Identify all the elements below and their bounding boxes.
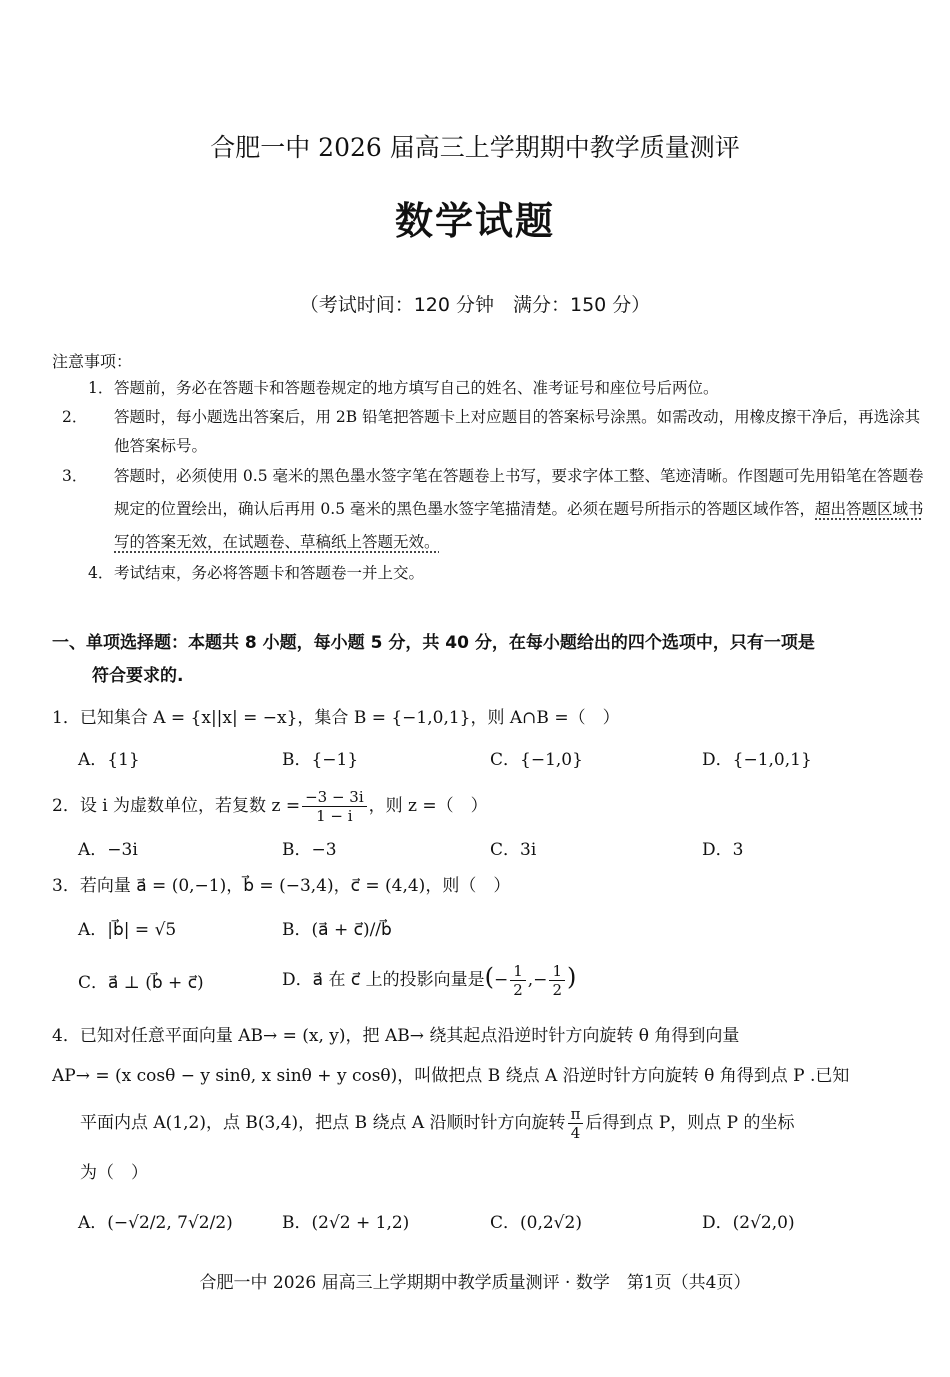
question-4-line-1: 4．已知对任意平面向量 AB→ = (x, y)，把 AB→ 绕其起点沿逆时针方向旋转 θ 角得到向量 [52, 1026, 740, 1046]
note-number: 3． [62, 467, 88, 485]
note-emphasis: 超出答题区域书写的答案无效，在试题卷、草稿纸上答题无效。 [114, 500, 924, 551]
note-item-4 [88, 559, 900, 588]
q2-fraction-numerator: −3 − 3i [302, 788, 367, 807]
q3-option-a: A．|b⃗| = √5 [78, 920, 177, 940]
section-line-2: 符合要求的. [92, 666, 184, 686]
q3-d-fraction-2-den: 2 [552, 981, 562, 999]
q2-option-b: B．−3 [282, 840, 337, 860]
question-1-stem: 1．已知集合 A = {x||x| = −x}，集合 B = {−1,0,1}，则 A∩B =（ ） [52, 708, 620, 728]
exam-meta: （考试时间：120 分钟 满分：150 分） [299, 294, 651, 316]
note-text: 答题时，每小题选出答案后，用 2B 铅笔把答题卡上对应题目的答案标号涂黑。如需改动，用橡皮擦干净后，再选涂其他答案标号。 [114, 408, 921, 455]
question-4-line-4: 为（ ） [80, 1163, 148, 1183]
q4-option-a: A．(−√2/2, 7√2/2) [78, 1213, 233, 1233]
page-footer: 合肥一中 2026 届高三上学期期中教学质量测评 · 数学 第1页（共4页） [199, 1273, 751, 1293]
note-number: 4． [88, 564, 114, 582]
q3-option-b: B．(a⃗ + c⃗)//b⃗ [282, 920, 392, 940]
question-2-stem [52, 788, 912, 825]
q4-line3-pre: 平面内点 A(1,2)，点 B(3,4)，把点 B 绕点 A 沿顺时针方向旋转 [80, 1113, 566, 1133]
note-number: 1． [88, 379, 114, 397]
q4-fraction [568, 1105, 584, 1142]
q1-option-b: B．{−1} [282, 750, 359, 770]
section-heading [52, 627, 902, 693]
q2-option-a: A．−3i [78, 840, 138, 860]
q3-option-d: D．a⃗ 在 c⃗ 上的投影向量是(− $\frac{1}{2}$ ,− $\frac{1}{2}$ ) [282, 962, 577, 999]
note-text: 答题时，必须使用 0.5 毫米的黑色墨水签字笔在答题卷上书写，要求字体工整、笔迹清晰。作图题可先用铅笔在答题卷规定的位置绘出，确认后再用 0.5 毫米的黑色墨水签字笔描清楚。必须在题号所指示的答题区域作答， [114, 467, 924, 518]
question-4-line-2: AP→ = (x cosθ − y sinθ, x sinθ + y cosθ)，叫做把点 B 绕点 A 沿逆时针方向旋转 θ 角得到点 P .已知 [52, 1066, 850, 1086]
q1-option-a: A．{1} [78, 750, 140, 770]
notes-heading: 注意事项： [52, 352, 133, 371]
q1-option-c: C．{−1,0} [490, 750, 583, 770]
q4-fraction-numerator: π [568, 1105, 584, 1124]
section-line-1: 一、单项选择题：本题共 8 小题，每小题 5 分，共 40 分，在每小题给出的四个选项中，只有一项是 [52, 633, 815, 653]
note-item-1 [88, 374, 900, 403]
q4-option-c: C．(0,2√2) [490, 1213, 582, 1233]
note-item-2 [62, 403, 926, 461]
q4-fraction-denominator: 4 [570, 1124, 581, 1142]
q4-option-d: D．(2√2,0) [702, 1213, 795, 1233]
subject-title: 数学试题 [394, 198, 555, 243]
q2-stem-pre: 2．设 i 为虚数单位，若复数 z = [52, 796, 301, 816]
q2-option-d: D．3 [702, 840, 744, 860]
q3-d-fraction-2-num: 1 [549, 962, 565, 981]
exam-title: 合肥一中 2026 届高三上学期期中教学质量测评 [210, 133, 740, 162]
q2-fraction [302, 788, 367, 825]
q2-fraction-denominator: 1 − i [316, 807, 353, 825]
q2-option-c: C．3i [490, 840, 537, 860]
q3-d-fraction-1-num: 1 [510, 962, 526, 981]
question-3-stem: 3．若向量 a⃗ = (0,−1)，b⃗ = (−3,4)，c⃗ = (4,4)，则（ ） [52, 876, 511, 896]
q3-d-fraction-1-den: 2 [513, 981, 523, 999]
q3-option-c: C．a⃗ ⊥ (b⃗ + c⃗) [78, 973, 204, 993]
q2-stem-post: ，则 z =（ ） [368, 796, 488, 816]
note-number: 2． [62, 408, 88, 426]
note-item-3 [62, 460, 926, 559]
note-text: 考试结束，务必将答题卡和答题卷一并上交。 [114, 564, 425, 582]
note-text: 答题前，务必在答题卡和答题卷规定的地方填写自己的姓名、准考证号和座位号后两位。 [114, 379, 719, 397]
q3-d-fraction-1 [510, 962, 526, 999]
q3-option-d-text: D．a⃗ 在 c⃗ 上的投影向量是 [282, 970, 485, 990]
q3-d-fraction-2 [549, 962, 565, 999]
q1-option-d: D．{−1,0,1} [702, 750, 812, 770]
q4-option-b: B．(2√2 + 1,2) [282, 1213, 410, 1233]
question-4-line-3 [80, 1105, 910, 1142]
q4-line3-post: 后得到点 P，则点 P 的坐标 [585, 1113, 795, 1133]
